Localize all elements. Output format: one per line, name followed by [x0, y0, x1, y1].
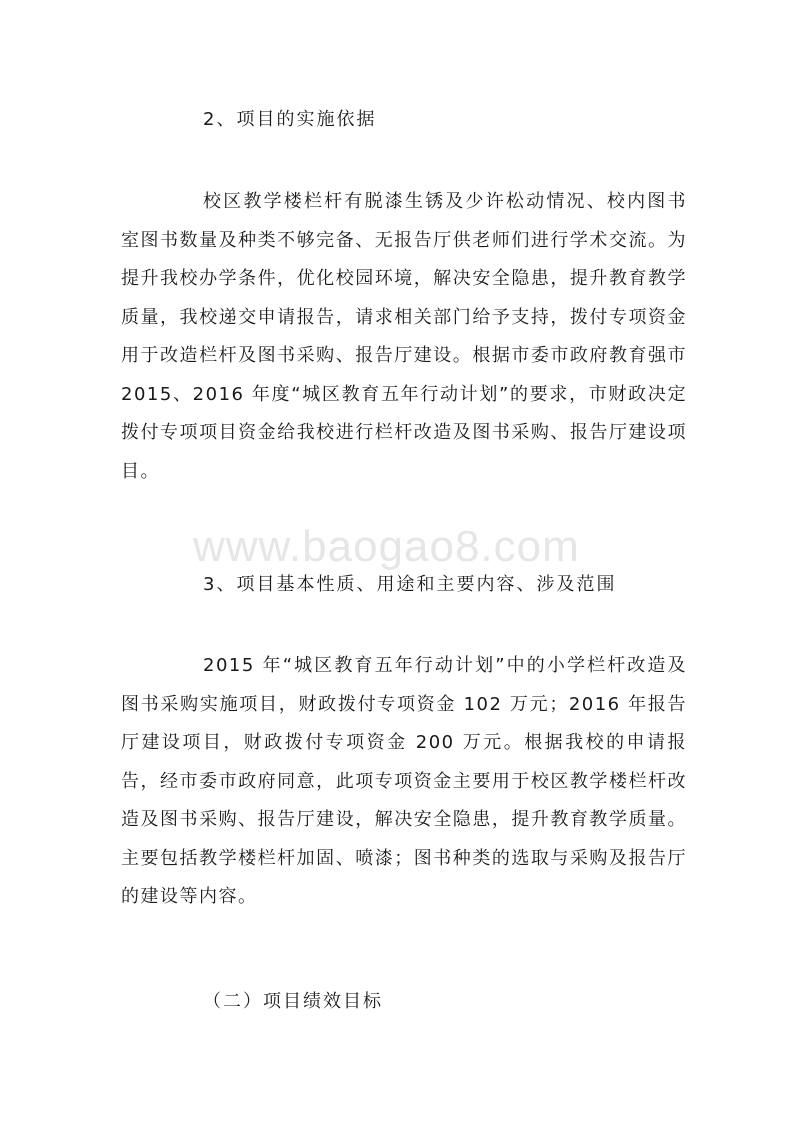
watermark-text: www.baogao8.com: [193, 522, 580, 571]
section-2-heading: 2、项目的实施依据: [203, 109, 377, 130]
section-3-paragraph: 2015 年“城区教育五年行动计划”中的小学栏杆改造及图书采购实施项目，财政拨付专项资金 102 万元；2016 年报告厅建设项目，财政拨付专项资金 200 万元。根据我校的申请报告，经市委市政府同意，此项专项资金主要用于校区教学楼栏杆改造及图书采购、报告厅建设，解决安全隐患，提升教育教学质量。主要包括教学楼栏杆加固、喷漆；图书种类的选取与采购及报告厅的建设等内容。: [121, 655, 687, 907]
subsection-heading: （二）项目绩效目标: [203, 991, 383, 1012]
section-2-paragraph: 校区教学楼栏杆有脱漆生锈及少许松动情况、校内图书室图书数量及种类不够完备、无报告厅供老师们进行学术交流。为提升我校办学条件，优化校园环境，解决安全隐患，提升教育教学质量，我校递交申请报告，请求相关部门给予支持，拨付专项资金用于改造栏杆及图书采购、报告厅建设。根据市委市政府教育强市 2015、2016 年度“城区教育五年行动计划”的要求，市财政决定拨付专项项目资金给我校进行栏杆改造及图书采购、报告厅建设项目。: [121, 191, 687, 482]
section-3-heading: 3、项目基本性质、用途和主要内容、涉及范围: [203, 574, 617, 595]
